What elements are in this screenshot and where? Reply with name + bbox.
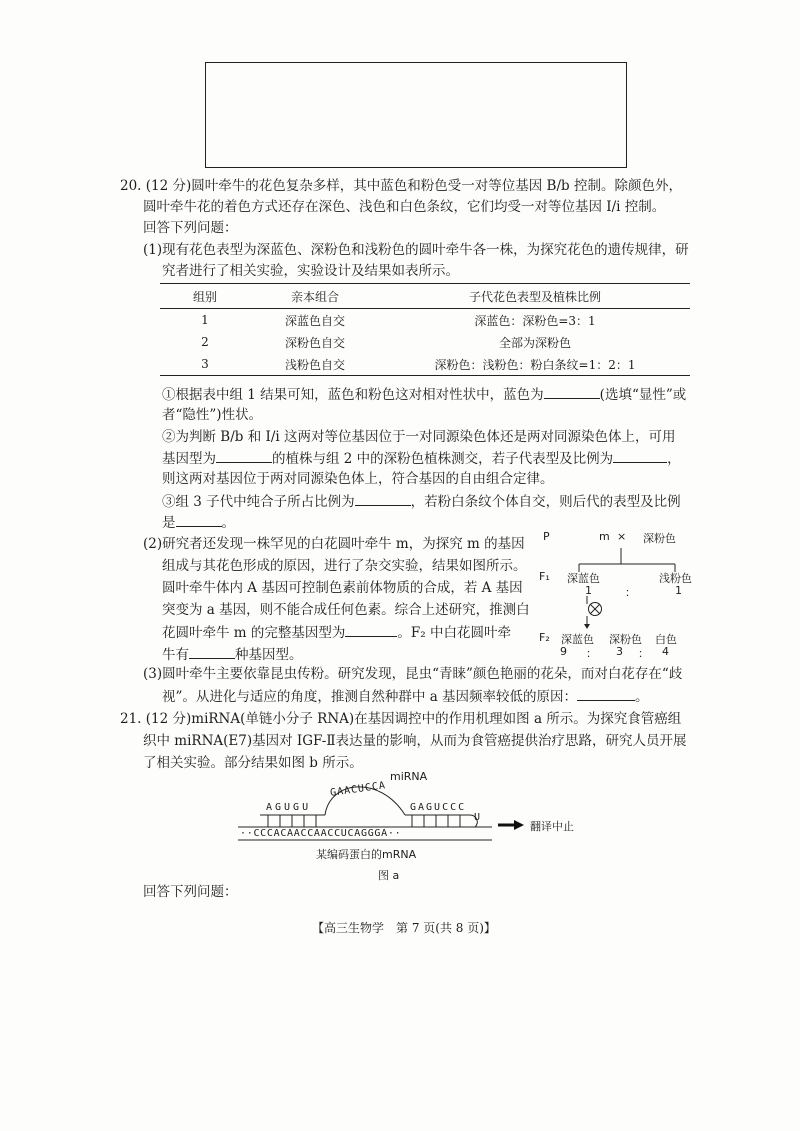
mirna-label: miRNA <box>390 770 428 783</box>
table-row <box>160 309 690 332</box>
q20-sub1-line2: 者“隐性”)性状。 <box>162 407 263 423</box>
table-cell: 全部为深粉色 <box>498 335 571 350</box>
q20-sub2-line2 <box>162 448 681 469</box>
answer-box <box>205 62 627 168</box>
q20-answer-prompt: 回答下列问题： <box>143 220 238 236</box>
q20-part3-line2 <box>162 686 649 707</box>
table-cell: 3 <box>160 353 250 376</box>
answer-blank[interactable] <box>189 644 235 659</box>
part3-text-b: 。 <box>635 689 649 705</box>
genetics-table <box>160 283 690 376</box>
answer-blank[interactable] <box>216 448 272 463</box>
f1-label: F₁ <box>539 570 550 583</box>
figure-a <box>230 770 610 885</box>
f1-ratio-a: 1 <box>585 584 592 597</box>
sub2-text-c: 的植株与组 2 中的深粉色植株测交，若子代表型及比例为 <box>272 451 614 467</box>
q20-intro-line2: 圆叶牵牛花的着色方式还存在深色、浅色和白色条纹，它们均受一对等位基因 I/i 控制。 <box>143 199 666 215</box>
table-cell: 浅粉色自交 <box>250 353 380 376</box>
q20-part1-line1: (1)现有花色表型为深蓝色、深粉色和浅粉色的圆叶牵牛各一株，为探究花色的遗传规律，研 <box>143 242 689 258</box>
table-cell: 深蓝色自交 <box>284 313 345 328</box>
f2-white: 白色 <box>655 633 677 646</box>
page-footer: 【高三生物学 第 7 页(共 8 页)】 <box>312 921 496 935</box>
cross-symbol: × <box>617 530 627 543</box>
answer-blank[interactable] <box>345 622 397 637</box>
f2-ratio-b: 3 <box>616 645 623 658</box>
q21-line1: 21. (12 分)miRNA(单链小分子 RNA)在基因调控中的作用机理如图 a 所示。为探究食管癌组 <box>120 711 682 727</box>
sub1-text-a: ①根据表中组 1 结果可知，蓝色和粉色这对相对性状中，蓝色为 <box>162 387 544 403</box>
q20-intro-line1: 20. (12 分)圆叶牵牛的花色复杂多样，其中蓝色和粉色受一对等位基因 B/b 控制。除颜色外， <box>120 178 682 194</box>
q20-part2-line4: 突变为 a 基因，则不能合成任何色素。综合上述研究，推测白 <box>162 602 530 618</box>
f2-ratio-colon-2: ： <box>638 647 649 660</box>
table-cell: 2 <box>201 335 209 349</box>
f1-ratio-colon: ： <box>625 586 636 599</box>
q20-part3-line1: (3)圆叶牵牛主要依靠昆虫传粉。研究发现，昆虫“青睐”颜色艳丽的花朵，而对白花存在“歧 <box>143 666 683 682</box>
table-header: 组别 <box>160 284 250 309</box>
f2-ratio-c: 4 <box>662 645 669 658</box>
cross-diagram <box>535 530 710 648</box>
q20-part2-line2: 组成与其花色形成的原因，进行了杂交实验，结果如图所示。 <box>162 558 527 574</box>
part2-text-d: 种基因型。 <box>235 647 303 663</box>
q20-part2-line1: (2)研究者还发现一株罕见的白花圆叶牵牛 m，为探究 m 的基因 <box>143 536 525 552</box>
mirna-left-seq: AGUGU <box>266 802 312 813</box>
table-cell: 1 <box>201 313 209 327</box>
f2-deep-blue: 深蓝色 <box>561 633 594 646</box>
f2-ratio-a: 9 <box>560 645 567 658</box>
table-header: 子代花色表型及植株比例 <box>380 284 690 309</box>
f1-light-pink: 浅粉色 <box>659 572 692 585</box>
q21-line2: 织中 miRNA(E7)基因对 IGF-Ⅱ表达量的影响，从而为食管癌提供治疗思路，研究人员开展 <box>143 733 687 749</box>
f2-label: F₂ <box>539 631 550 644</box>
sub1-text-b: (选填“显性”或 <box>599 387 687 403</box>
q20-part2-line6 <box>162 644 303 665</box>
q21-answer-prompt: 回答下列问题： <box>143 884 238 900</box>
part2-text-a: 花圆叶牵牛 m 的完整基因型为 <box>162 625 346 641</box>
q21-line3: 了相关实验。部分结果如图 b 所示。 <box>143 755 363 771</box>
genetics-table-wrap <box>160 283 690 376</box>
sub3-text-b: ，若粉白条纹个体自交，则后代的表型及比例 <box>410 494 681 510</box>
table-cell: 深粉色自交 <box>284 335 345 350</box>
table-row <box>160 353 690 376</box>
part3-text-a: 视”。从进化与适应的角度，推测自然种群中 a 基因频率较低的原因： <box>162 689 578 705</box>
part2-text-c: 牛有 <box>162 647 189 663</box>
q20-sub3-line1 <box>162 491 681 512</box>
q20-part2-line3: 圆叶牵牛体内 A 基因可控制色素前体物质的合成，若 A 基因 <box>162 580 523 596</box>
answer-blank[interactable] <box>176 512 222 527</box>
q20-sub1-line1 <box>162 384 686 405</box>
sub2-text-d: ， <box>667 451 681 467</box>
f1-ratio-b: 1 <box>675 584 682 597</box>
f2-ratio-colon-1: ： <box>586 647 597 660</box>
q20-part1-line2: 究者进行了相关实验，实验设计及结果如表所示。 <box>162 263 459 279</box>
p-generation-label: P <box>543 530 550 543</box>
f1-deep-blue: 深蓝色 <box>567 572 600 585</box>
table-header: 亲本组合 <box>250 284 380 309</box>
sub2-text-b: 基因型为 <box>162 451 216 467</box>
translation-stop-label: 翻译中止 <box>530 820 574 833</box>
part2-text-b: 。F₂ 中白花圆叶牵 <box>397 625 511 641</box>
mirna-end-nucleotide: U <box>474 812 481 823</box>
sub3-text-a: ③组 3 子代中纯合子所占比例为 <box>162 494 355 510</box>
table-cell: 深蓝色：深粉色=3：1 <box>474 313 596 328</box>
mrna-seq: ··CCCACAACCAACCUCAGGGA·· <box>240 828 402 839</box>
sub3-text-c: 是 <box>162 515 176 531</box>
answer-blank[interactable] <box>544 384 600 399</box>
answer-blank[interactable] <box>355 491 411 506</box>
answer-blank[interactable] <box>577 686 635 701</box>
mirna-right-seq: GAGUCCC <box>410 802 467 813</box>
table-cell: 深粉色：浅粉色：粉白条纹=1：2：1 <box>380 353 690 376</box>
parent-deep-pink-label: 深粉色 <box>643 532 676 545</box>
sub3-text-d: 。 <box>221 515 235 531</box>
q20-sub2-line3: 则这两对基因位于两对同源染色体上，符合基因的自由组合定律。 <box>162 471 554 487</box>
mrna-label: 某编码蛋白的mRNA <box>316 848 417 861</box>
mirna-loop-seq: GAACUCCA <box>329 780 387 799</box>
f2-deep-pink: 深粉色 <box>609 633 642 646</box>
answer-blank[interactable] <box>613 448 667 463</box>
parent-m-label: m <box>599 530 610 543</box>
q20-part2-line5 <box>162 622 511 643</box>
q20-sub2-line1: ②为判断 B/b 和 I/i 这两对等位基因位于一对同源染色体还是两对同源染色体上，可用 <box>162 429 676 445</box>
q20-sub3-line2 <box>162 512 235 533</box>
table-row <box>160 331 690 353</box>
figure-caption: 图 a <box>378 869 400 882</box>
